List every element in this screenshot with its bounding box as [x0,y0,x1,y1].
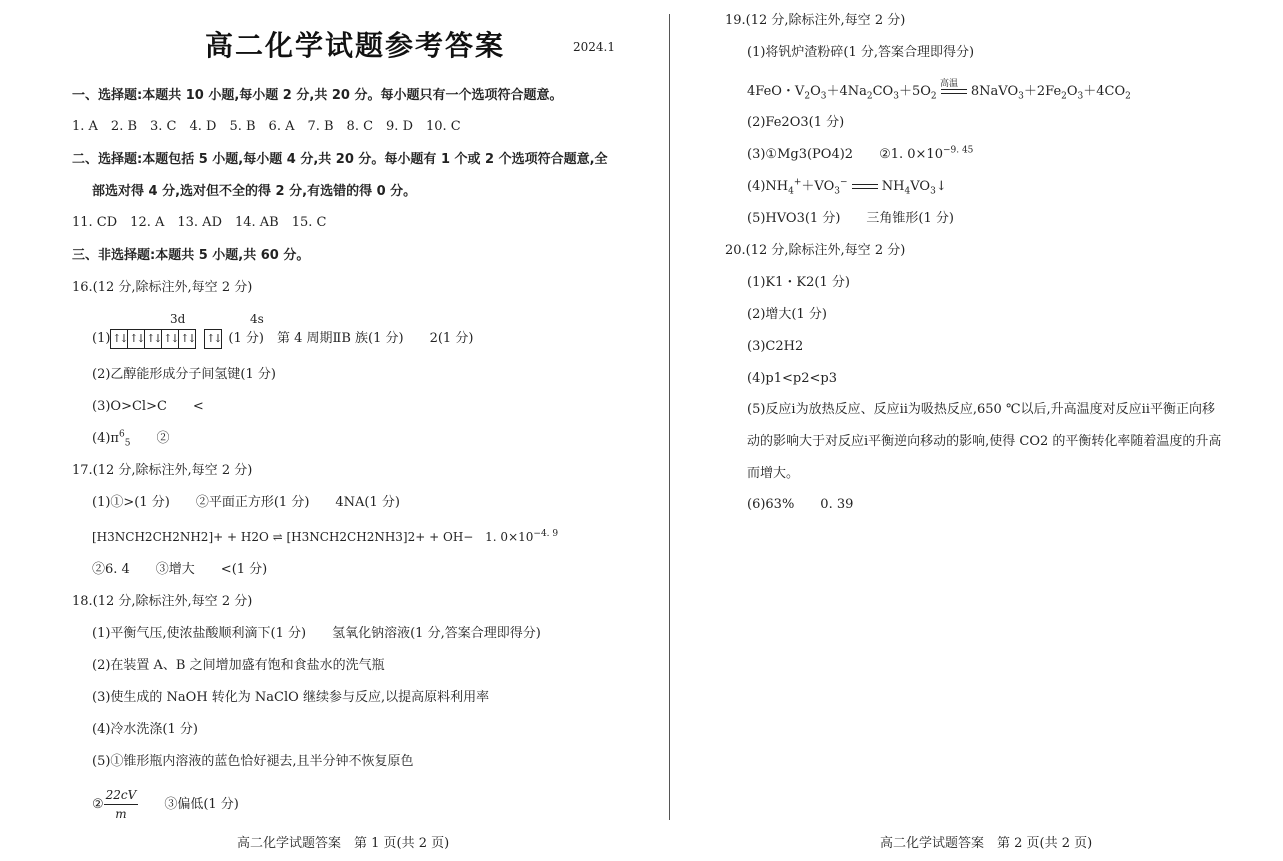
q16-3: (3)O>Cl>C < [92,399,204,414]
q16-2: (2)乙醇能形成分子间氢键(1 分) [92,367,276,382]
q16-header: 16.(12 分,除标注外,每空 2 分) [72,280,253,295]
page-title: 高二化学试题参考答案 [205,29,506,62]
reaction-condition: 高温 [940,79,959,89]
q18-header: 18.(12 分,除标注外,每空 2 分) [72,594,253,609]
q18-5-2-suffix: ③偏低(1 分) [164,796,239,812]
orbital-cell: ↑↓ [206,332,221,345]
q18-4: (4)冷水洗涤(1 分) [92,722,198,737]
q20-3: (3)C2H2 [747,339,804,354]
q18-5-2 [92,786,239,823]
answers-11-15: 11. CD 12. A 13. AD 14. AB 15. C [72,215,327,230]
orbital-label-3d: 3d [170,312,186,326]
orbital-cell: ↑↓ [162,330,179,348]
q17-header: 17.(12 分,除标注外,每空 2 分) [72,463,253,478]
q16-4-sub: 5 [124,438,131,449]
orbital-cell: ↑↓ [111,330,128,348]
q18-1: (1)平衡气压,使浓盐酸顺利滴下(1 分) 氢氧化钠溶液(1 分,答案合理即得分) [92,626,541,641]
section1-header: 一、选择题:本题共 10 小题,每小题 2 分,共 20 分。每小题只有一个选项符合题意。 [72,88,563,103]
orbital-cell: ↑↓ [180,332,195,345]
q19-4: $(4)NH_4^++VO_3^-$ $NH_4VO_3↓$ [747,177,947,197]
q19-3-prefix: (3)①Mg3(PO4)2 ②1. 0×10 [747,147,943,162]
q18-5-1: (5)①锥形瓶内溶液的蓝色恰好褪去,且半分钟不恢复原色 [92,754,414,769]
q19-3-exp: −9. 45 [942,145,974,156]
q20-4: (4)p1<p2<p3 [747,371,837,386]
q20-6: (6)63% 0. 39 [747,497,854,512]
q18-5-2-prefix: ② [92,796,104,812]
q17-2 [92,528,558,546]
q16-4-suffix: ② [130,431,170,446]
q17-2-more: ②6. 4 ③增大 <(1 分) [92,562,268,577]
q17-2-exp: −4. 9 [533,529,559,539]
fraction-numerator: 22cV [104,786,139,805]
date: 2024.1 [573,40,615,54]
q16-1-suffix: (1 分) 第 4 周期ⅡB 族(1 分) 2(1 分) [228,331,474,346]
q17-2-value: 1. 0×10 [485,530,534,544]
q20-5-line3: 而增大。 [747,466,800,481]
section3-header: 三、非选择题:本题共 5 小题,共 60 分。 [72,248,310,263]
answers-1-10: 1. A 2. B 3. C 4. D 5. B 6. A 7. B 8. C 9. D 10. C [72,119,461,134]
section2-header-line2: 部选对得 4 分,选对但不全的得 2 分,有选错的得 0 分。 [92,184,417,199]
q20-2: (2)增大(1 分) [747,307,827,322]
section2-header-line1: 二、选择题:本题包括 5 小题,每小题 4 分,共 20 分。每小题有 1 个或 2 个选项符合题意,全 [72,152,608,167]
q20-5-line2: 动的影响大于对反应ⅰ平衡逆向移动的影响,使得 CO2 的平衡转化率随着温度的升高 [747,434,1222,449]
q19-equation: 4FeO・$V_2O_3+4Na_2CO_3+5O_2$ $8NaVO_3+2Fe_2O_3+4CO_2$ [747,84,1131,102]
q19-header: 19.(12 分,除标注外,每空 2 分) [725,13,906,28]
orbital-box-3d [110,329,196,349]
q19-3 [747,146,973,164]
q19-5: (5)HVO3(1 分) 三角锥形(1 分) [747,211,954,226]
q16-4 [92,430,169,448]
q17-2-equation: [H3NCH2CH2NH2]+ + H2O ⇌ [H3NCH2CH2NH3]2+ + OH− [92,530,474,544]
q16-1-prefix: (1) [92,331,111,346]
orbital-label-4s: 4s [250,312,264,326]
q16-4-sup: 6 [118,429,125,440]
q20-header: 20.(12 分,除标注外,每空 2 分) [725,243,906,258]
q18-2: (2)在装置 A、B 之间增加盛有饱和食盐水的洗气瓶 [92,658,385,673]
q18-3: (3)使生成的 NaOH 转化为 NaClO 继续参与反应,以提高原料利用率 [92,690,490,705]
orbital-cell: ↑↓ [128,330,145,348]
q20-1: (1)K1・K2(1 分) [747,275,850,290]
q20-5-line1: (5)反应ⅰ为放热反应、反应ⅱ为吸热反应,650 ℃以后,升高温度对反应ⅱ平衡正向移 [747,402,1215,417]
page-divider [669,14,670,820]
fraction [104,786,139,823]
right-page [672,0,1283,861]
q17-1: (1)①>(1 分) ②平面正方形(1 分) 4NA(1 分) [92,495,400,510]
footer-page1: 高二化学试题答案 第 1 页(共 2 页) [237,836,450,851]
footer-page2: 高二化学试题答案 第 2 页(共 2 页) [880,836,1093,851]
fraction-denominator: m [115,807,127,821]
q16-4-prefix: (4)π [92,431,119,446]
q19-1: (1)将钒炉渣粉碎(1 分,答案合理即得分) [747,45,975,60]
q19-2: (2)Fe2O3(1 分) [747,115,845,130]
q16-1-line [92,329,473,349]
orbital-cell: ↑↓ [145,330,162,348]
orbital-box-4s [204,329,222,349]
